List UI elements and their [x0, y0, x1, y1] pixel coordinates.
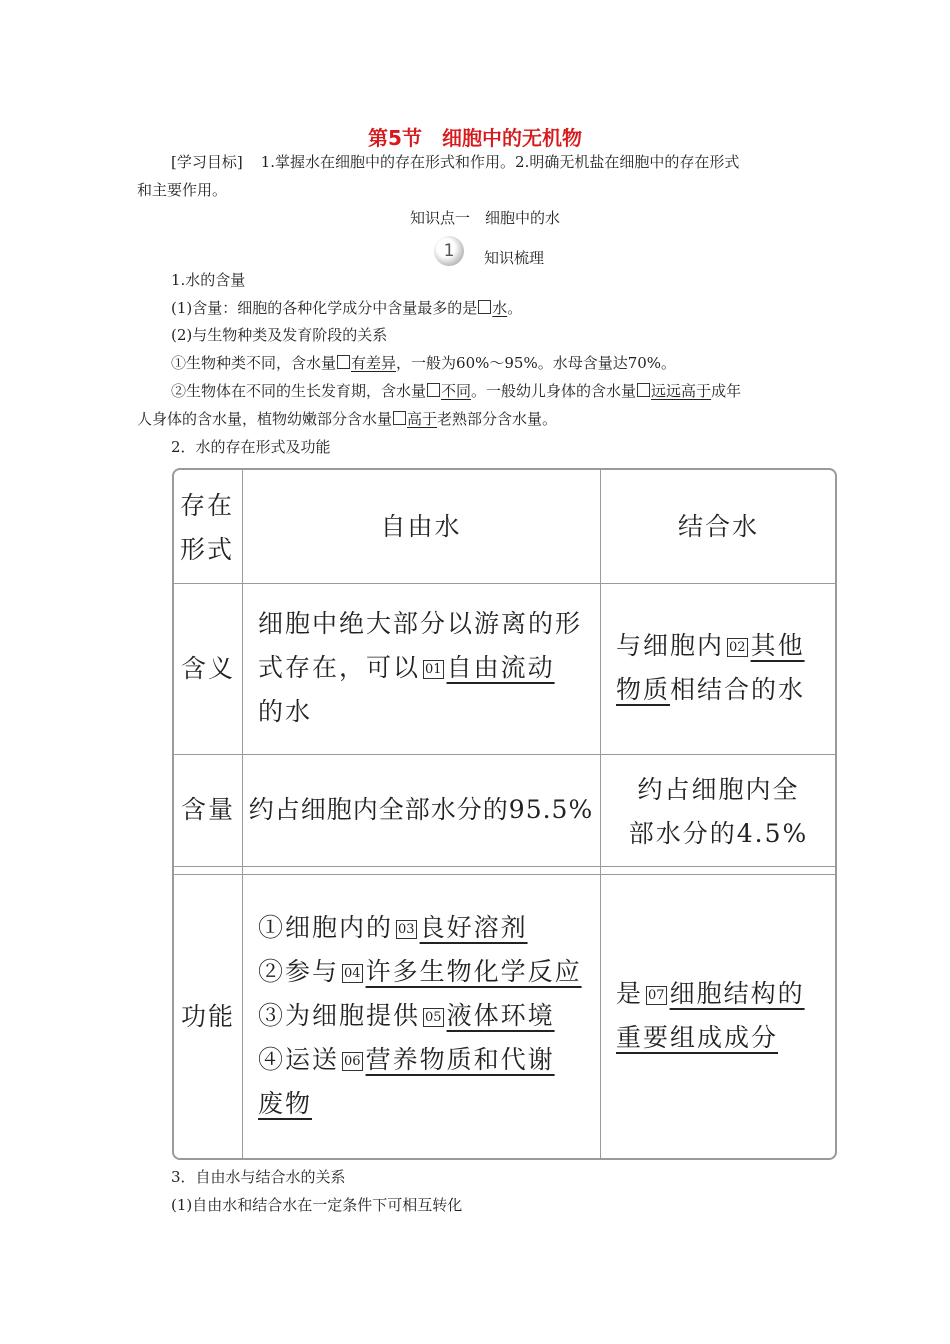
- answer: 细胞结构的: [669, 979, 805, 1008]
- bound-water-content: 约占细胞内全 部水分的4.5%: [628, 775, 809, 848]
- answer: 废物: [258, 1089, 313, 1118]
- s1-title: 1.水的含量: [171, 271, 246, 289]
- answer: 其他: [750, 631, 805, 660]
- blank-box: [637, 383, 650, 397]
- header-free-water: 自由水: [380, 511, 462, 541]
- answer: 不同: [441, 382, 472, 400]
- free-water-meaning: 细胞中绝大部分以游离的形 式存在，可以 01 自由流动 的水: [258, 609, 583, 726]
- learning-goal-line1: [171, 152, 739, 172]
- water-forms-table: [172, 468, 837, 1160]
- s3-title: 3．自由水与结合水的关系: [171, 1168, 346, 1186]
- blank-box: [393, 411, 406, 425]
- free-water-content: 约占细胞内全部水分的95.5%: [248, 795, 594, 824]
- answer: 营养物质和代谢: [365, 1045, 555, 1074]
- answer: 高于: [407, 410, 438, 428]
- s2-title: 2．水的存在形式及功能: [171, 438, 331, 456]
- answer: 重要组成成分: [616, 1023, 779, 1052]
- s1-line1: (1)含量：细胞的各种化学成分中含量最多的是 水。: [171, 299, 523, 317]
- bound-water-meaning: 与细胞内 02 其他 物质相结合的水: [616, 631, 806, 704]
- s1-line5: 人身体的含水量，植物幼嫩部分含水量 高于老熟部分含水量。: [137, 410, 558, 428]
- free-water-function: ①细胞内的 03 良好溶剂 ②参与 04 许多生物化学反应 ③为细胞提供 05 液体环境 ④运送 06 营养物质和代谢 废物: [258, 913, 582, 1118]
- learning-goal-tag: [学习目标]: [171, 153, 243, 171]
- row-content-label: 含量: [180, 795, 235, 824]
- badge-label: 知识梳理: [484, 249, 545, 267]
- section-heading: 知识点一 细胞中的水: [410, 209, 561, 227]
- s1-line4: ②生物体在不同的生长发育期，含水量 不同。一般幼儿身体的含水量 远远高于成年: [171, 382, 742, 400]
- section-number-badge: 1: [434, 236, 464, 266]
- row-function-label: 功能: [180, 1002, 235, 1031]
- answer: 远远高于: [651, 382, 712, 400]
- learning-goal-text: 1.掌握水在细胞中的存在形式和作用。2.明确无机盐在细胞中的存在形式: [260, 153, 740, 171]
- blank-box: [427, 383, 440, 397]
- s1-line3: ①生物种类不同，含水量 有差异，一般为60%～95%。水母含量达70%。: [171, 354, 677, 372]
- row-meaning-label: 含义: [180, 653, 235, 683]
- answer: 液体环境: [446, 1001, 555, 1030]
- page-title: 第5节 细胞中的无机物: [368, 126, 582, 150]
- s3-line1: (1)自由水和结合水在一定条件下可相互转化: [171, 1196, 463, 1214]
- bound-water-function: 是 07 细胞结构的 重要组成成分: [616, 979, 805, 1052]
- s1-line2: (2)与生物种类及发育阶段的关系: [171, 326, 388, 344]
- answer: 良好溶剂: [419, 913, 528, 942]
- header-bound-water: 结合水: [677, 511, 759, 541]
- blank-box: [337, 355, 350, 369]
- blank-box: [478, 300, 491, 314]
- answer: 物质: [616, 675, 671, 704]
- answer: 许多生物化学反应: [365, 957, 582, 986]
- answer: 有差异: [351, 354, 397, 372]
- answer: 水: [492, 299, 508, 317]
- learning-goal-line2: 和主要作用。: [137, 181, 228, 199]
- header-form: 存在 形式: [180, 491, 235, 564]
- answer: 自由流动: [446, 653, 555, 682]
